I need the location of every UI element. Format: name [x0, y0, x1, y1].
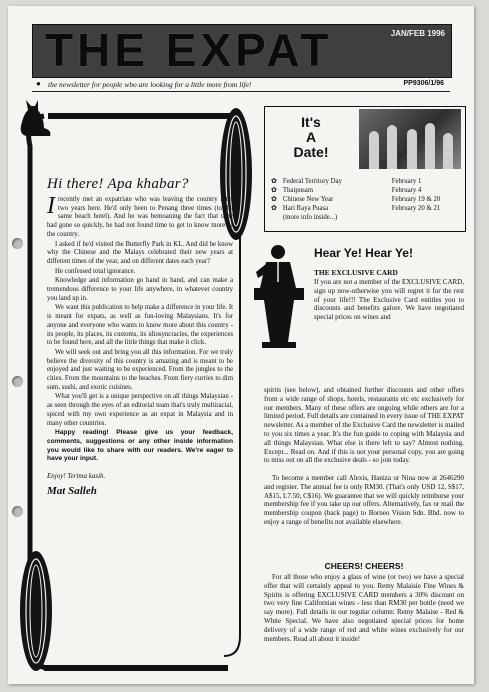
star-bullet-icon: ✿: [271, 187, 277, 194]
welcome-paragraph: Irecently met an expatriate who was leaving the country after two years here. He'd only been to Penang three times (to the same beach hotel). And he was bemoaning the fact that time had gone so quickly, he had not found time to get to know more of the country.: [47, 193, 233, 238]
tagline-bar: [32, 78, 450, 92]
event-row: (more info inside...): [283, 214, 338, 221]
cheers-body: For all those who enjoy a glass of wine (or two) we have a special offer that will certainly appeal to you. Remy Malaisie Fine Wines & Spirits is offering EXCLUSIVE CARD members a 30% discount on two very fine Californian wines - less than RM30 per bottle (need we say more). Full details in our regular column: Remy Malaise - Red & White Special. We have also negotiated special prices for home delivery of a wide range of red and white wines exclusively for our members. Read all about it inside!: [264, 573, 464, 643]
star-bullet-icon: ✿: [271, 178, 277, 185]
permit-number: PP9306/1/96: [403, 80, 444, 87]
feedback-request: Happy reading! Please give us your feedback, comments, suggestions or any other inside information you would like to share with our readers. We're eager to have your input.: [47, 429, 233, 463]
welcome-paragraph: What you'll get is a unique perspective on all things Malaysian - as seen through the eyes of an editorial team that's truly multiracial, spiced with my own experience as an expat in Malaysia and in many other countries.: [47, 393, 233, 427]
celebration-photo: [359, 109, 461, 169]
event-row: ✿ Federal Territory Day February 1: [271, 178, 422, 185]
bullet-icon: ●: [36, 79, 41, 88]
masthead-title: THE EXPAT: [45, 24, 333, 76]
welcome-scroll: [14, 96, 258, 674]
exclusive-card-intro: If you are not a member of the EXCLUSIVE CARD, sign up now-otherwise you will regret it for the rest of your life!!! The Exclusive Card entitles you to discounts and benefits galore. We have negotiated special prices on wines and: [314, 278, 464, 322]
cheers-heading: CHEERS! CHEERS!: [324, 561, 404, 571]
event-row: ✿ Chinese New Year February 19 & 20: [271, 196, 441, 203]
hear-ye-title: Hear Ye! Hear Ye!: [314, 246, 413, 260]
welcome-paragraph: We want this publication to help make a difference in your life. It is meant for expats, as well as fun-loving Malaysians. It's for anyone and everyone who wants to know more about this country - its people, its places, its customs, its idiosyncracies, the experiences to be found here, and all the little things that make it click.: [47, 304, 233, 347]
welcome-paragraph: Knowledge and information go hand in hand, and can make a tremendous difference to your life anywhere, in whatever country you land up in.: [47, 277, 233, 302]
welcome-text: [47, 176, 233, 496]
welcome-paragraph: I asked if he'd visited the Butterfly Park in KL. And did he know why the Chinese and the Malays celebrated their new years at different times of the year, and on different dates each year?: [47, 240, 233, 265]
event-row: ✿ Thaipusam February 4: [271, 187, 422, 194]
welcome-paragraph: We will seek out and bring you all this information. For we truly believe the diversity of this country is amazing and is meant to be enjoyed and just waiting to be experienced. From the jungles to the cities. From the mountains to the beaches. From fiery curries to dim sum, sushi, and exotic cuisines.: [47, 348, 233, 391]
drop-cap: I: [47, 193, 55, 219]
events-list: [271, 177, 461, 222]
dates-heading: It's A Date!: [293, 114, 329, 160]
cat-icon: [14, 96, 54, 138]
newsletter-page: [8, 6, 474, 684]
tagline: the newsletter for people who are looking for a little more from life!: [48, 80, 252, 89]
exclusive-card-body: spirits (see below), and obtained further discounts and other offers from a wide range of shops, hotels, restaurants etc etc exclusively for our members. Many of these offers are ongoing while others are for a limited period. Full details are contained in every issue of THE EXPAT newsletter. As a member of the Exclusive Card the newsletter is mailed to you six times a year. It's the fun guide to coping with Malaysia and all things Malaysian. What else is there left to say? Almost nothing. Except... Read on. And if this is not your personal copy, you are going to miss out on all the exclusive deals - so join today.: [264, 386, 464, 465]
welcome-paragraph: He confessed total ignorance.: [55, 267, 136, 275]
signature: Mat Salleh: [47, 484, 97, 497]
star-bullet-icon: ✿: [271, 205, 277, 212]
signoff: Enjoy! Terima kasih.: [47, 472, 106, 481]
speaker-icon: [252, 242, 308, 352]
membership-info: To become a member call Alexis, Haniza or Nina now at 2646290 and register. The annual fee is only RM30. (That's only USD 12, S$17, A$15, L7.50, C$16). We guarantee that we will quickly reimburse your membership fee if you take up our offers. Alternatively, fax or mail the membership coupon (back page) to Borneo Vision Sdn. Bhd. now to enjoy a range of benefits not available elsewhere.: [264, 474, 464, 526]
exclusive-card-heading: THE EXCLUSIVE CARD: [314, 268, 398, 277]
issue-date: JAN/FEB 1996: [390, 29, 445, 38]
masthead: [32, 24, 452, 78]
event-row: ✿ Hari Raya Puasa February 20 & 21: [271, 205, 441, 212]
dates-box: [264, 106, 466, 232]
star-bullet-icon: ✿: [271, 196, 277, 203]
greeting-heading: Hi there! Apa khabar?: [47, 176, 189, 192]
